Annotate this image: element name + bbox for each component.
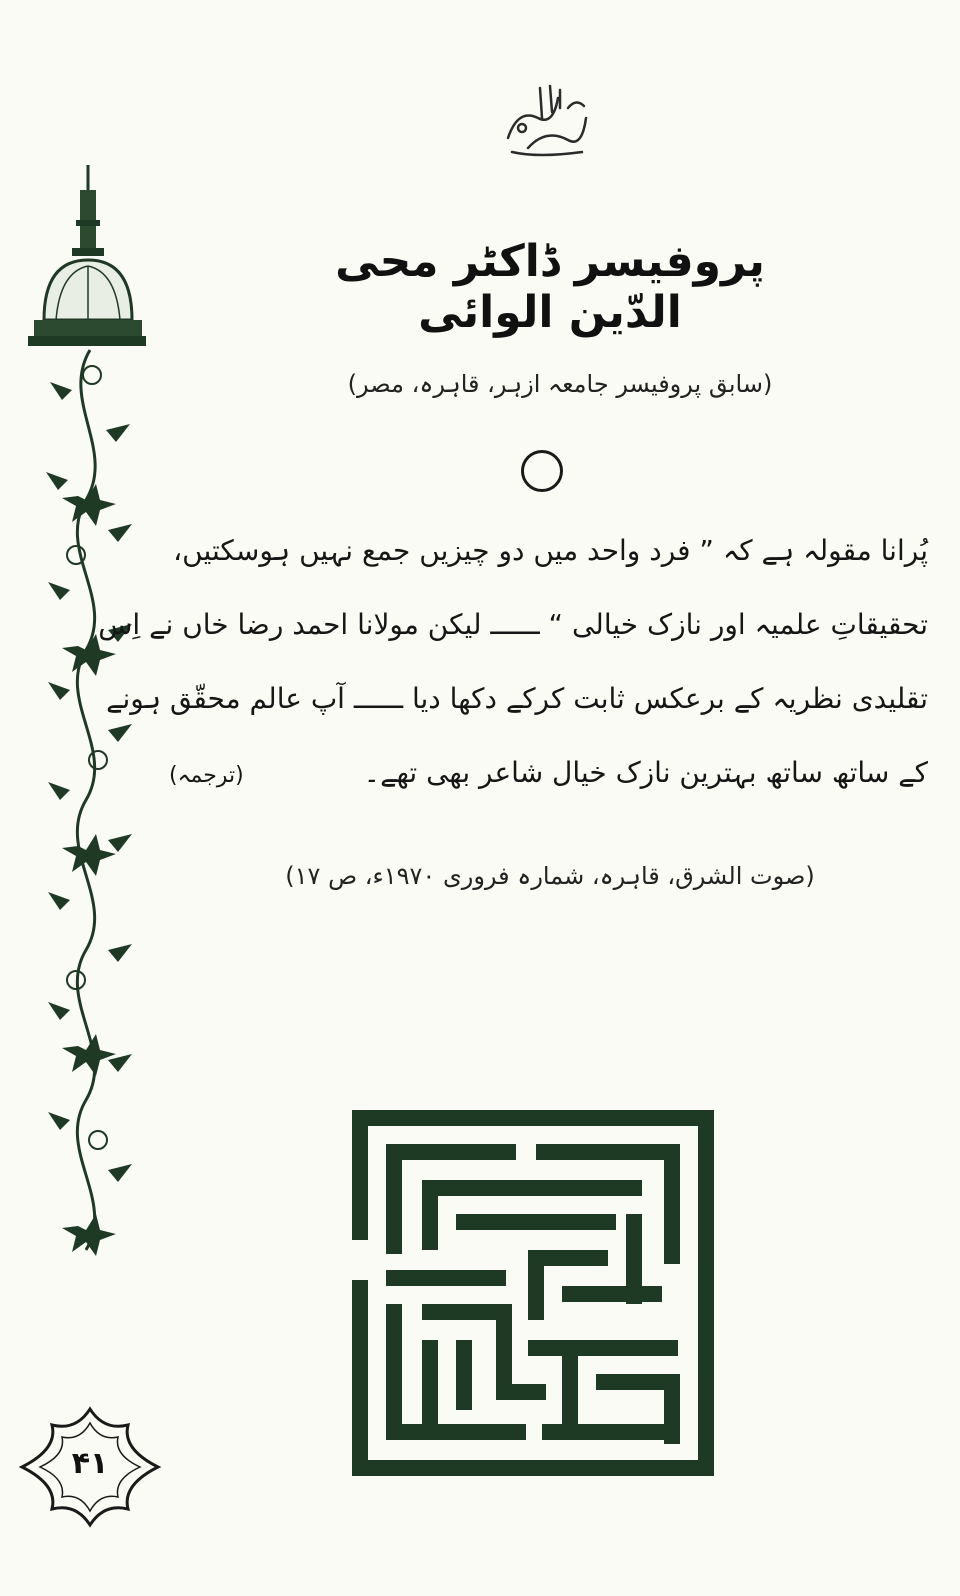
- quote-line-text: کے ساتھ ساتھ بہترین نازک خیال شاعر بھی تھے۔: [363, 756, 928, 789]
- citation: (صوت الشرق، قاہرہ، شمارہ فروری ۱۹۷۰ء، ص ۱۷): [285, 862, 815, 890]
- quote-paragraph: [98, 514, 928, 813]
- author-title: پروفیسر ڈاکٹر محی الدّین الوائی: [335, 236, 765, 338]
- square-kufic-calligraphy: [352, 1110, 714, 1476]
- quote-line: تقلیدی نظریہ کے برعکس ثابت کرکے دکھا دیا ــــــ آپ عالم محقّق ہونے: [106, 682, 928, 715]
- quote-line: تحقیقاتِ علمیہ اور نازک خیالی “ ــــــ لیکن مولانا احمد رضا خاں نے اِس: [98, 608, 928, 641]
- translation-tag: (ترجمہ): [169, 763, 244, 788]
- section-divider-circle: [521, 450, 563, 492]
- calligraphy-seal: [498, 78, 594, 160]
- author-subtitle: (سابق پروفیسر جامعہ ازہر، قاہرہ، مصر): [347, 370, 773, 398]
- quote-line: [168, 736, 928, 813]
- quote-line: پُرانا مقولہ ہے کہ ” فرد واحد میں دو چیزیں جمع نہیں ہوسکتیں،: [173, 534, 928, 567]
- page-number: ۴۱: [71, 1446, 109, 1481]
